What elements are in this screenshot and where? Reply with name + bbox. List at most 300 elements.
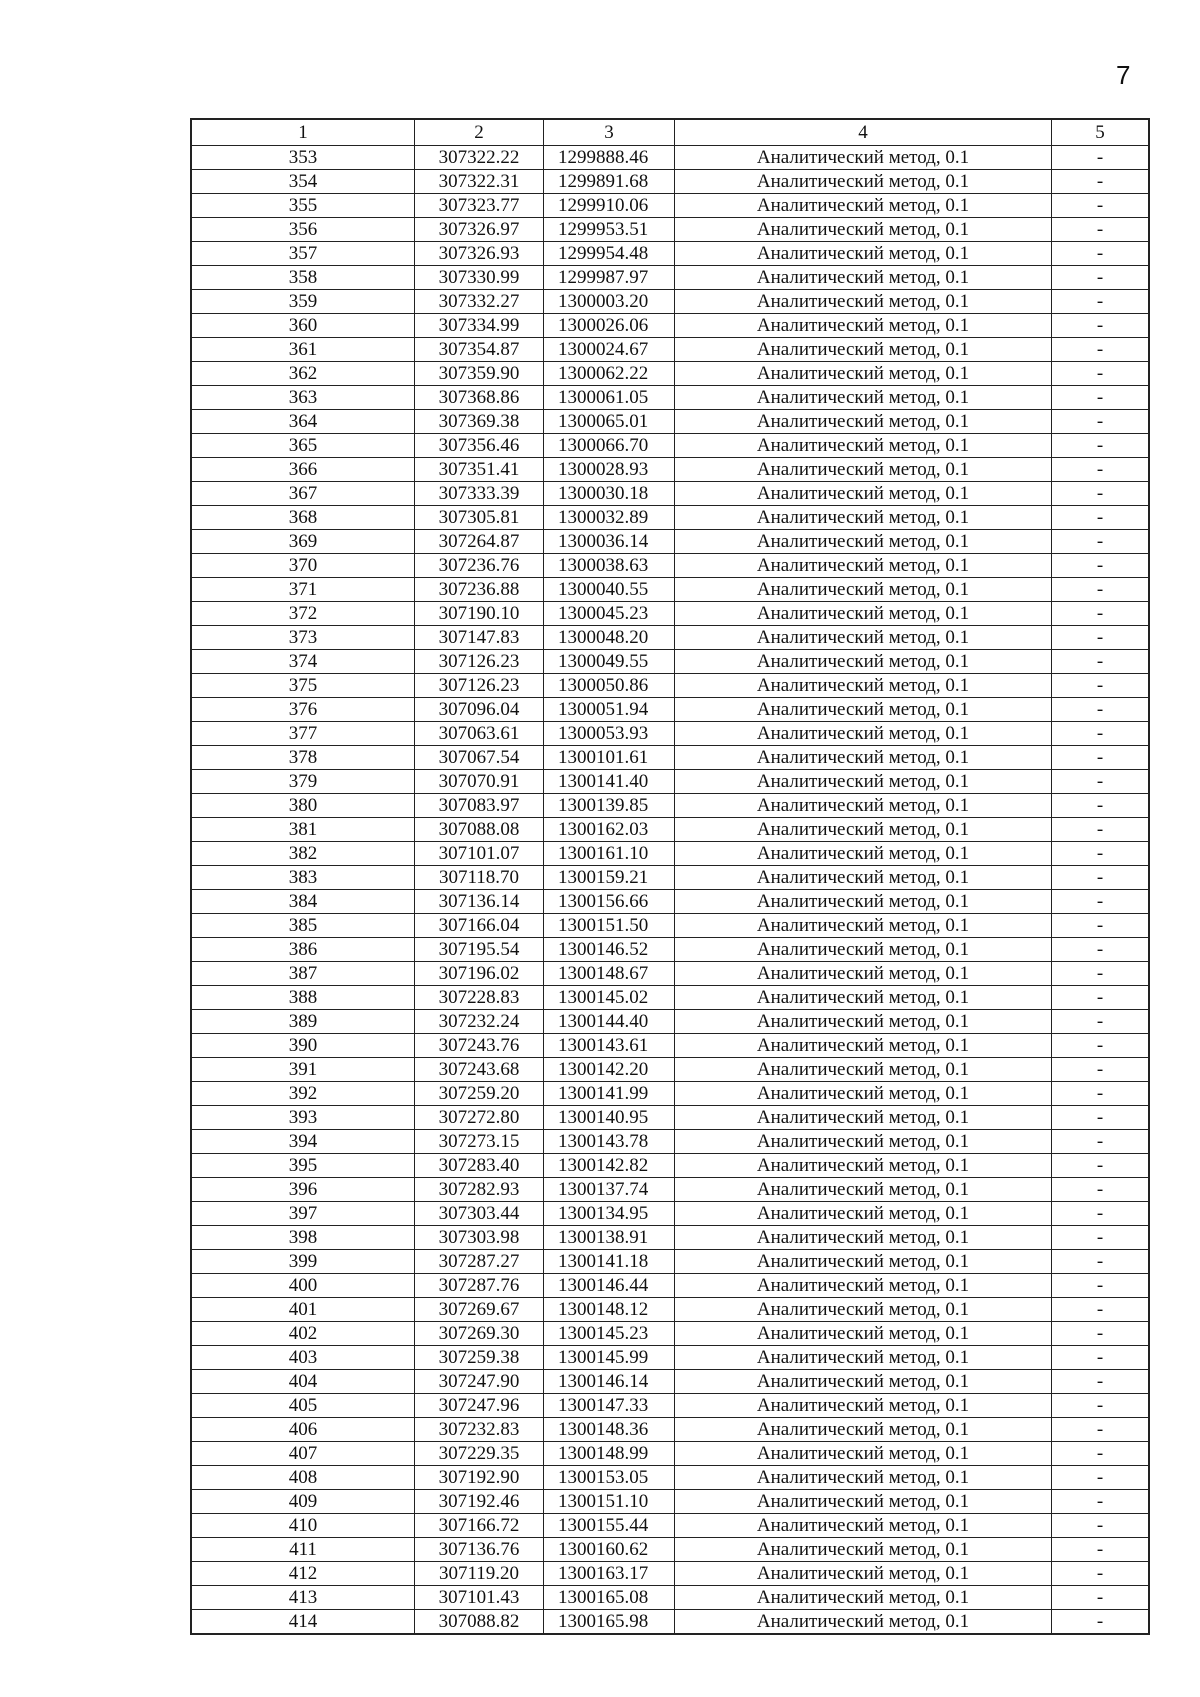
page-number: 7 <box>1116 60 1131 90</box>
header-col-3: 3 <box>544 119 675 146</box>
method-accuracy-cell: Аналитический метод, 0.1 <box>675 578 1052 602</box>
x-coordinate-cell: 307247.90 <box>415 1370 544 1394</box>
method-accuracy-cell: Аналитический метод, 0.1 <box>675 890 1052 914</box>
note-cell: - <box>1052 962 1150 986</box>
note-cell: - <box>1052 290 1150 314</box>
point-number-cell: 388 <box>191 986 415 1010</box>
note-cell: - <box>1052 986 1150 1010</box>
y-coordinate-cell: 1300051.94 <box>544 698 675 722</box>
method-accuracy-cell: Аналитический метод, 0.1 <box>675 1058 1052 1082</box>
table-row <box>191 362 1149 386</box>
method-accuracy-cell: Аналитический метод, 0.1 <box>675 242 1052 266</box>
x-coordinate-cell: 307119.20 <box>415 1562 544 1586</box>
note-cell: - <box>1052 1466 1150 1490</box>
table-row <box>191 506 1149 530</box>
table-row <box>191 1226 1149 1250</box>
note-cell: - <box>1052 626 1150 650</box>
note-cell: - <box>1052 530 1150 554</box>
y-coordinate-cell: 1300148.67 <box>544 962 675 986</box>
table-row <box>191 290 1149 314</box>
method-accuracy-cell: Аналитический метод, 0.1 <box>675 698 1052 722</box>
x-coordinate-cell: 307166.72 <box>415 1514 544 1538</box>
method-accuracy-cell: Аналитический метод, 0.1 <box>675 794 1052 818</box>
x-coordinate-cell: 307088.08 <box>415 818 544 842</box>
x-coordinate-cell: 307247.96 <box>415 1394 544 1418</box>
x-coordinate-cell: 307236.76 <box>415 554 544 578</box>
y-coordinate-cell: 1300165.08 <box>544 1586 675 1610</box>
method-accuracy-cell: Аналитический метод, 0.1 <box>675 554 1052 578</box>
y-coordinate-cell: 1300061.05 <box>544 386 675 410</box>
table-row <box>191 482 1149 506</box>
x-coordinate-cell: 307083.97 <box>415 794 544 818</box>
y-coordinate-cell: 1300148.12 <box>544 1298 675 1322</box>
x-coordinate-cell: 307303.44 <box>415 1202 544 1226</box>
method-accuracy-cell: Аналитический метод, 0.1 <box>675 1418 1052 1442</box>
method-accuracy-cell: Аналитический метод, 0.1 <box>675 1586 1052 1610</box>
note-cell: - <box>1052 242 1150 266</box>
method-accuracy-cell: Аналитический метод, 0.1 <box>675 1010 1052 1034</box>
method-accuracy-cell: Аналитический метод, 0.1 <box>675 482 1052 506</box>
note-cell: - <box>1052 1010 1150 1034</box>
x-coordinate-cell: 307126.23 <box>415 650 544 674</box>
x-coordinate-cell: 307283.40 <box>415 1154 544 1178</box>
point-number-cell: 361 <box>191 338 415 362</box>
method-accuracy-cell: Аналитический метод, 0.1 <box>675 1394 1052 1418</box>
note-cell: - <box>1052 1442 1150 1466</box>
table-row <box>191 194 1149 218</box>
table-row <box>191 746 1149 770</box>
header-col-4: 4 <box>675 119 1052 146</box>
x-coordinate-cell: 307269.30 <box>415 1322 544 1346</box>
table-row <box>191 578 1149 602</box>
note-cell: - <box>1052 1226 1150 1250</box>
note-cell: - <box>1052 1274 1150 1298</box>
point-number-cell: 359 <box>191 290 415 314</box>
table-row <box>191 1322 1149 1346</box>
point-number-cell: 362 <box>191 362 415 386</box>
method-accuracy-cell: Аналитический метод, 0.1 <box>675 650 1052 674</box>
x-coordinate-cell: 307356.46 <box>415 434 544 458</box>
y-coordinate-cell: 1300036.14 <box>544 530 675 554</box>
x-coordinate-cell: 307259.38 <box>415 1346 544 1370</box>
y-coordinate-cell: 1300045.23 <box>544 602 675 626</box>
point-number-cell: 356 <box>191 218 415 242</box>
y-coordinate-cell: 1300050.86 <box>544 674 675 698</box>
note-cell: - <box>1052 1154 1150 1178</box>
table-row <box>191 818 1149 842</box>
table-row <box>191 170 1149 194</box>
table-row <box>191 1010 1149 1034</box>
note-cell: - <box>1052 170 1150 194</box>
note-cell: - <box>1052 1610 1150 1635</box>
y-coordinate-cell: 1300148.36 <box>544 1418 675 1442</box>
method-accuracy-cell: Аналитический метод, 0.1 <box>675 1538 1052 1562</box>
x-coordinate-cell: 307190.10 <box>415 602 544 626</box>
method-accuracy-cell: Аналитический метод, 0.1 <box>675 1274 1052 1298</box>
y-coordinate-cell: 1300145.02 <box>544 986 675 1010</box>
method-accuracy-cell: Аналитический метод, 0.1 <box>675 290 1052 314</box>
y-coordinate-cell: 1300003.20 <box>544 290 675 314</box>
x-coordinate-cell: 307195.54 <box>415 938 544 962</box>
x-coordinate-cell: 307326.93 <box>415 242 544 266</box>
method-accuracy-cell: Аналитический метод, 0.1 <box>675 506 1052 530</box>
y-coordinate-cell: 1299888.46 <box>544 146 675 170</box>
table-row <box>191 554 1149 578</box>
y-coordinate-cell: 1300159.21 <box>544 866 675 890</box>
x-coordinate-cell: 307101.07 <box>415 842 544 866</box>
point-number-cell: 403 <box>191 1346 415 1370</box>
note-cell: - <box>1052 770 1150 794</box>
y-coordinate-cell: 1300141.40 <box>544 770 675 794</box>
y-coordinate-cell: 1300141.99 <box>544 1082 675 1106</box>
note-cell: - <box>1052 1586 1150 1610</box>
point-number-cell: 374 <box>191 650 415 674</box>
point-number-cell: 366 <box>191 458 415 482</box>
method-accuracy-cell: Аналитический метод, 0.1 <box>675 1130 1052 1154</box>
y-coordinate-cell: 1300024.67 <box>544 338 675 362</box>
point-number-cell: 410 <box>191 1514 415 1538</box>
method-accuracy-cell: Аналитический метод, 0.1 <box>675 434 1052 458</box>
point-number-cell: 382 <box>191 842 415 866</box>
x-coordinate-cell: 307259.20 <box>415 1082 544 1106</box>
table-row <box>191 410 1149 434</box>
method-accuracy-cell: Аналитический метод, 0.1 <box>675 1250 1052 1274</box>
header-col-5: 5 <box>1052 119 1150 146</box>
point-number-cell: 400 <box>191 1274 415 1298</box>
table-row <box>191 1202 1149 1226</box>
table-row <box>191 626 1149 650</box>
point-number-cell: 397 <box>191 1202 415 1226</box>
point-number-cell: 385 <box>191 914 415 938</box>
x-coordinate-cell: 307088.82 <box>415 1610 544 1635</box>
method-accuracy-cell: Аналитический метод, 0.1 <box>675 1106 1052 1130</box>
point-number-cell: 412 <box>191 1562 415 1586</box>
method-accuracy-cell: Аналитический метод, 0.1 <box>675 1322 1052 1346</box>
table-row <box>191 1370 1149 1394</box>
y-coordinate-cell: 1300032.89 <box>544 506 675 530</box>
note-cell: - <box>1052 794 1150 818</box>
method-accuracy-cell: Аналитический метод, 0.1 <box>675 1514 1052 1538</box>
method-accuracy-cell: Аналитический метод, 0.1 <box>675 170 1052 194</box>
y-coordinate-cell: 1300148.99 <box>544 1442 675 1466</box>
method-accuracy-cell: Аналитический метод, 0.1 <box>675 314 1052 338</box>
x-coordinate-cell: 307126.23 <box>415 674 544 698</box>
x-coordinate-cell: 307368.86 <box>415 386 544 410</box>
y-coordinate-cell: 1300140.95 <box>544 1106 675 1130</box>
table-row <box>191 1346 1149 1370</box>
point-number-cell: 405 <box>191 1394 415 1418</box>
x-coordinate-cell: 307192.90 <box>415 1466 544 1490</box>
method-accuracy-cell: Аналитический метод, 0.1 <box>675 986 1052 1010</box>
y-coordinate-cell: 1300030.18 <box>544 482 675 506</box>
y-coordinate-cell: 1300146.44 <box>544 1274 675 1298</box>
point-number-cell: 371 <box>191 578 415 602</box>
table-row <box>191 1538 1149 1562</box>
x-coordinate-cell: 307359.90 <box>415 362 544 386</box>
table-row <box>191 386 1149 410</box>
note-cell: - <box>1052 458 1150 482</box>
table-row <box>191 1394 1149 1418</box>
table-row <box>191 770 1149 794</box>
table-row <box>191 218 1149 242</box>
method-accuracy-cell: Аналитический метод, 0.1 <box>675 914 1052 938</box>
note-cell: - <box>1052 1562 1150 1586</box>
note-cell: - <box>1052 602 1150 626</box>
x-coordinate-cell: 307101.43 <box>415 1586 544 1610</box>
method-accuracy-cell: Аналитический метод, 0.1 <box>675 530 1052 554</box>
x-coordinate-cell: 307369.38 <box>415 410 544 434</box>
table-row <box>191 530 1149 554</box>
y-coordinate-cell: 1300162.03 <box>544 818 675 842</box>
table-row <box>191 1178 1149 1202</box>
y-coordinate-cell: 1300145.23 <box>544 1322 675 1346</box>
note-cell: - <box>1052 1034 1150 1058</box>
y-coordinate-cell: 1300147.33 <box>544 1394 675 1418</box>
x-coordinate-cell: 307264.87 <box>415 530 544 554</box>
y-coordinate-cell: 1300145.99 <box>544 1346 675 1370</box>
note-cell: - <box>1052 362 1150 386</box>
note-cell: - <box>1052 842 1150 866</box>
method-accuracy-cell: Аналитический метод, 0.1 <box>675 1034 1052 1058</box>
table-row <box>191 1586 1149 1610</box>
x-coordinate-cell: 307273.15 <box>415 1130 544 1154</box>
x-coordinate-cell: 307067.54 <box>415 746 544 770</box>
y-coordinate-cell: 1300038.63 <box>544 554 675 578</box>
point-number-cell: 377 <box>191 722 415 746</box>
point-number-cell: 401 <box>191 1298 415 1322</box>
note-cell: - <box>1052 194 1150 218</box>
table-row <box>191 1082 1149 1106</box>
point-number-cell: 394 <box>191 1130 415 1154</box>
point-number-cell: 373 <box>191 626 415 650</box>
method-accuracy-cell: Аналитический метод, 0.1 <box>675 1346 1052 1370</box>
method-accuracy-cell: Аналитический метод, 0.1 <box>675 746 1052 770</box>
method-accuracy-cell: Аналитический метод, 0.1 <box>675 1466 1052 1490</box>
method-accuracy-cell: Аналитический метод, 0.1 <box>675 1370 1052 1394</box>
point-number-cell: 364 <box>191 410 415 434</box>
method-accuracy-cell: Аналитический метод, 0.1 <box>675 386 1052 410</box>
point-number-cell: 398 <box>191 1226 415 1250</box>
note-cell: - <box>1052 1130 1150 1154</box>
note-cell: - <box>1052 434 1150 458</box>
point-number-cell: 357 <box>191 242 415 266</box>
note-cell: - <box>1052 554 1150 578</box>
y-coordinate-cell: 1300161.10 <box>544 842 675 866</box>
note-cell: - <box>1052 1250 1150 1274</box>
note-cell: - <box>1052 1298 1150 1322</box>
y-coordinate-cell: 1300062.22 <box>544 362 675 386</box>
point-number-cell: 369 <box>191 530 415 554</box>
method-accuracy-cell: Аналитический метод, 0.1 <box>675 602 1052 626</box>
x-coordinate-cell: 307228.83 <box>415 986 544 1010</box>
x-coordinate-cell: 307282.93 <box>415 1178 544 1202</box>
note-cell: - <box>1052 1538 1150 1562</box>
y-coordinate-cell: 1300142.20 <box>544 1058 675 1082</box>
point-number-cell: 372 <box>191 602 415 626</box>
table-row <box>191 242 1149 266</box>
method-accuracy-cell: Аналитический метод, 0.1 <box>675 1082 1052 1106</box>
note-cell: - <box>1052 698 1150 722</box>
table-row <box>191 890 1149 914</box>
table-row <box>191 650 1149 674</box>
method-accuracy-cell: Аналитический метод, 0.1 <box>675 1562 1052 1586</box>
x-coordinate-cell: 307334.99 <box>415 314 544 338</box>
x-coordinate-cell: 307243.68 <box>415 1058 544 1082</box>
point-number-cell: 411 <box>191 1538 415 1562</box>
table-row <box>191 938 1149 962</box>
method-accuracy-cell: Аналитический метод, 0.1 <box>675 362 1052 386</box>
table-row <box>191 458 1149 482</box>
note-cell: - <box>1052 146 1150 170</box>
note-cell: - <box>1052 938 1150 962</box>
method-accuracy-cell: Аналитический метод, 0.1 <box>675 842 1052 866</box>
table-row <box>191 146 1149 170</box>
y-coordinate-cell: 1300028.93 <box>544 458 675 482</box>
x-coordinate-cell: 307096.04 <box>415 698 544 722</box>
note-cell: - <box>1052 1106 1150 1130</box>
table-row <box>191 1442 1149 1466</box>
point-number-cell: 408 <box>191 1466 415 1490</box>
x-coordinate-cell: 307166.04 <box>415 914 544 938</box>
point-number-cell: 363 <box>191 386 415 410</box>
method-accuracy-cell: Аналитический метод, 0.1 <box>675 1490 1052 1514</box>
point-number-cell: 375 <box>191 674 415 698</box>
x-coordinate-cell: 307323.77 <box>415 194 544 218</box>
x-coordinate-cell: 307287.27 <box>415 1250 544 1274</box>
x-coordinate-cell: 307322.22 <box>415 146 544 170</box>
y-coordinate-cell: 1300144.40 <box>544 1010 675 1034</box>
y-coordinate-cell: 1300065.01 <box>544 410 675 434</box>
point-number-cell: 368 <box>191 506 415 530</box>
table-row <box>191 1562 1149 1586</box>
y-coordinate-cell: 1300151.10 <box>544 1490 675 1514</box>
header-col-1: 1 <box>191 119 415 146</box>
note-cell: - <box>1052 1322 1150 1346</box>
note-cell: - <box>1052 1202 1150 1226</box>
note-cell: - <box>1052 1490 1150 1514</box>
point-number-cell: 365 <box>191 434 415 458</box>
method-accuracy-cell: Аналитический метод, 0.1 <box>675 722 1052 746</box>
note-cell: - <box>1052 386 1150 410</box>
x-coordinate-cell: 307287.76 <box>415 1274 544 1298</box>
x-coordinate-cell: 307322.31 <box>415 170 544 194</box>
point-number-cell: 390 <box>191 1034 415 1058</box>
note-cell: - <box>1052 482 1150 506</box>
y-coordinate-cell: 1299953.51 <box>544 218 675 242</box>
point-number-cell: 399 <box>191 1250 415 1274</box>
method-accuracy-cell: Аналитический метод, 0.1 <box>675 770 1052 794</box>
note-cell: - <box>1052 1370 1150 1394</box>
point-number-cell: 358 <box>191 266 415 290</box>
point-number-cell: 409 <box>191 1490 415 1514</box>
point-number-cell: 402 <box>191 1322 415 1346</box>
method-accuracy-cell: Аналитический метод, 0.1 <box>675 962 1052 986</box>
table-body <box>191 146 1149 1635</box>
table-row <box>191 914 1149 938</box>
y-coordinate-cell: 1300101.61 <box>544 746 675 770</box>
x-coordinate-cell: 307333.39 <box>415 482 544 506</box>
x-coordinate-cell: 307229.35 <box>415 1442 544 1466</box>
x-coordinate-cell: 307236.88 <box>415 578 544 602</box>
x-coordinate-cell: 307326.97 <box>415 218 544 242</box>
table-row <box>191 698 1149 722</box>
table-row <box>191 1610 1149 1635</box>
point-number-cell: 384 <box>191 890 415 914</box>
y-coordinate-cell: 1300151.50 <box>544 914 675 938</box>
table-row <box>191 602 1149 626</box>
x-coordinate-cell: 307232.24 <box>415 1010 544 1034</box>
y-coordinate-cell: 1300139.85 <box>544 794 675 818</box>
point-number-cell: 381 <box>191 818 415 842</box>
point-number-cell: 370 <box>191 554 415 578</box>
point-number-cell: 367 <box>191 482 415 506</box>
note-cell: - <box>1052 722 1150 746</box>
note-cell: - <box>1052 674 1150 698</box>
x-coordinate-cell: 307136.76 <box>415 1538 544 1562</box>
point-number-cell: 391 <box>191 1058 415 1082</box>
point-number-cell: 392 <box>191 1082 415 1106</box>
point-number-cell: 353 <box>191 146 415 170</box>
method-accuracy-cell: Аналитический метод, 0.1 <box>675 194 1052 218</box>
note-cell: - <box>1052 1514 1150 1538</box>
table-row <box>191 962 1149 986</box>
table-row <box>191 314 1149 338</box>
y-coordinate-cell: 1300026.06 <box>544 314 675 338</box>
y-coordinate-cell: 1300066.70 <box>544 434 675 458</box>
table-row <box>191 722 1149 746</box>
header-row <box>191 119 1149 146</box>
table-row <box>191 1274 1149 1298</box>
x-coordinate-cell: 307269.67 <box>415 1298 544 1322</box>
table-row <box>191 1514 1149 1538</box>
y-coordinate-cell: 1300138.91 <box>544 1226 675 1250</box>
point-number-cell: 396 <box>191 1178 415 1202</box>
y-coordinate-cell: 1299891.68 <box>544 170 675 194</box>
table-row <box>191 842 1149 866</box>
header-col-2: 2 <box>415 119 544 146</box>
x-coordinate-cell: 307303.98 <box>415 1226 544 1250</box>
point-number-cell: 378 <box>191 746 415 770</box>
y-coordinate-cell: 1300048.20 <box>544 626 675 650</box>
x-coordinate-cell: 307272.80 <box>415 1106 544 1130</box>
method-accuracy-cell: Аналитический метод, 0.1 <box>675 1442 1052 1466</box>
table-row <box>191 1250 1149 1274</box>
note-cell: - <box>1052 506 1150 530</box>
method-accuracy-cell: Аналитический метод, 0.1 <box>675 218 1052 242</box>
point-number-cell: 389 <box>191 1010 415 1034</box>
note-cell: - <box>1052 410 1150 434</box>
table-row <box>191 1418 1149 1442</box>
note-cell: - <box>1052 650 1150 674</box>
y-coordinate-cell: 1300165.98 <box>544 1610 675 1635</box>
point-number-cell: 380 <box>191 794 415 818</box>
y-coordinate-cell: 1300163.17 <box>544 1562 675 1586</box>
note-cell: - <box>1052 218 1150 242</box>
table-row <box>191 866 1149 890</box>
method-accuracy-cell: Аналитический метод, 0.1 <box>675 626 1052 650</box>
x-coordinate-cell: 307305.81 <box>415 506 544 530</box>
point-number-cell: 360 <box>191 314 415 338</box>
x-coordinate-cell: 307063.61 <box>415 722 544 746</box>
table-row <box>191 1058 1149 1082</box>
note-cell: - <box>1052 578 1150 602</box>
method-accuracy-cell: Аналитический метод, 0.1 <box>675 1154 1052 1178</box>
method-accuracy-cell: Аналитический метод, 0.1 <box>675 266 1052 290</box>
y-coordinate-cell: 1300134.95 <box>544 1202 675 1226</box>
point-number-cell: 376 <box>191 698 415 722</box>
y-coordinate-cell: 1300146.52 <box>544 938 675 962</box>
point-number-cell: 406 <box>191 1418 415 1442</box>
